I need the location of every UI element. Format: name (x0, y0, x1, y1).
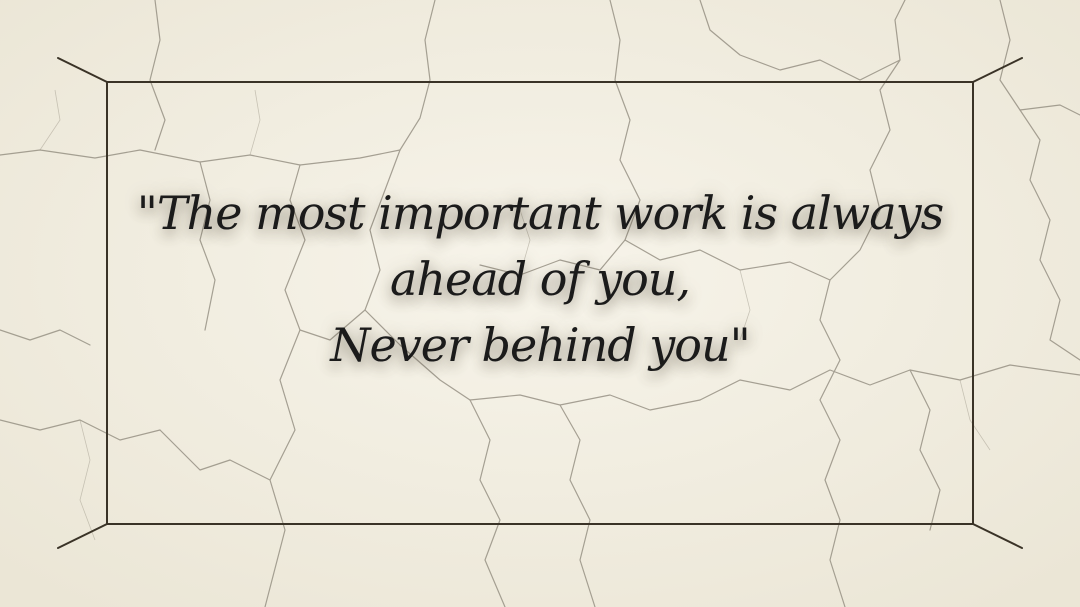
frame-corner-bottom-left (58, 524, 107, 548)
quote-line-2: ahead of you, (389, 252, 691, 306)
quote-text (110, 180, 970, 378)
frame-corner-bottom-right (973, 524, 1022, 548)
quote-line-3: Never behind you" (330, 318, 750, 372)
frame-corner-top-right (973, 58, 1022, 82)
frame-corner-top-left (58, 58, 107, 82)
quote-line-1: "The most important work is always (136, 186, 944, 240)
